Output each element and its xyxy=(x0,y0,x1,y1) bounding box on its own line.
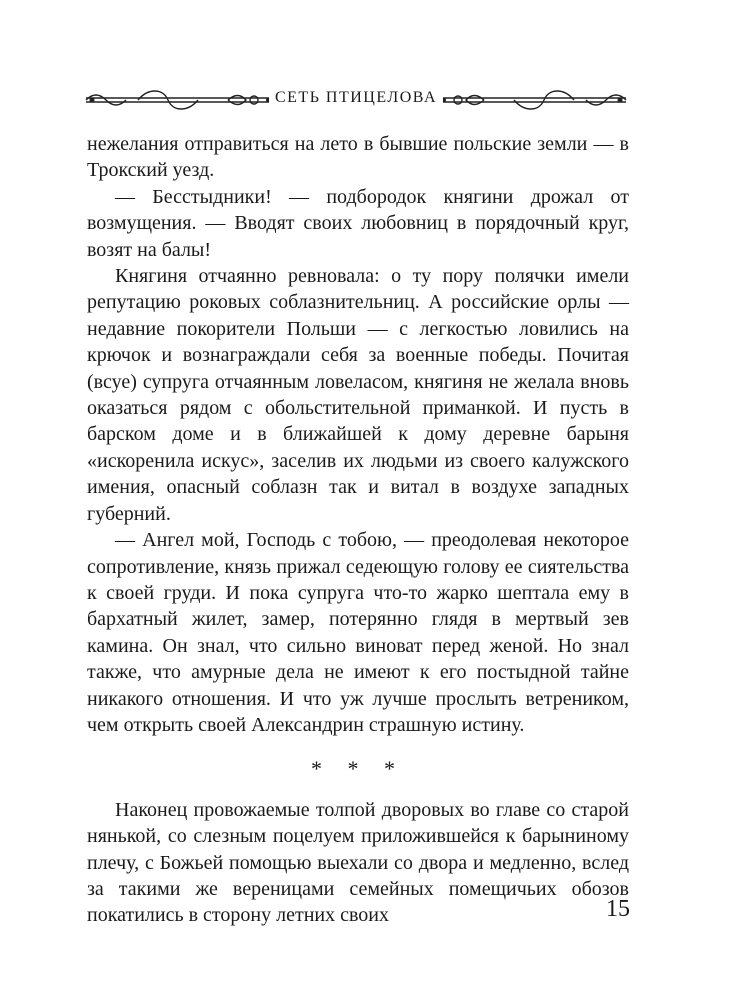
running-title: СЕТЬ ПТИЦЕЛОВА xyxy=(269,89,443,106)
page-body xyxy=(87,131,629,929)
running-header xyxy=(78,84,634,116)
section-separator: * * * xyxy=(311,756,405,782)
paragraph: Наконец провожаемые толпой дворовых во главе со старой нянькой, со слезным поцелуем приложившейся к барыниному плечу, с Божьей помощью выехали со двора и медленно, вслед за такими же вереницами семейных помещичьих обозов покатились в сторону летних своих xyxy=(87,798,629,927)
page-number: 15 xyxy=(606,896,630,922)
paragraph: Княгиня отчаянно ревновала: о ту пору полячки имели репутацию роковых соблазнительниц. А российские орлы — недавние покорители Польши — с легкостью ловились на крючок и вознаграждали себя за военные победы. Почитая (всуе) супруга отчаянным ловеласом, княгиня не желала вновь оказаться рядом с обольстительной приманкой. И пусть в барском доме и в ближайшей к дому деревне барыня «искоренила искус», заселив их людьми из своего калужского имения, опасный соблазн так и витал в воздухе западных губерний. xyxy=(87,265,629,525)
paragraph: — Ангел мой, Господь с тобою, — преодолевая некоторое сопротивление, князь прижал седеющую голову ее сиятельства к своей груди. И пока супруга что-то жарко шептала ему в бархатный жилет, замер, потерянно глядя в мертвый зев камина. Он знал, что сильно виноват перед женой. Но знал также, что амурные дела не имеют к его постыдной тайне никакого отношения. И что уж лучше прослыть ветреником, чем открыть своей Александрин страшную истину. xyxy=(87,529,629,736)
paragraph: нежелания отправиться на лето в бывшие польские земли — в Трокский уезд. xyxy=(87,133,629,182)
paragraph: — Бесстыдники! — подбородок княгини дрожал от возмущения. — Вводят своих любовниц в порядочный круг, возят на балы! xyxy=(87,185,629,261)
